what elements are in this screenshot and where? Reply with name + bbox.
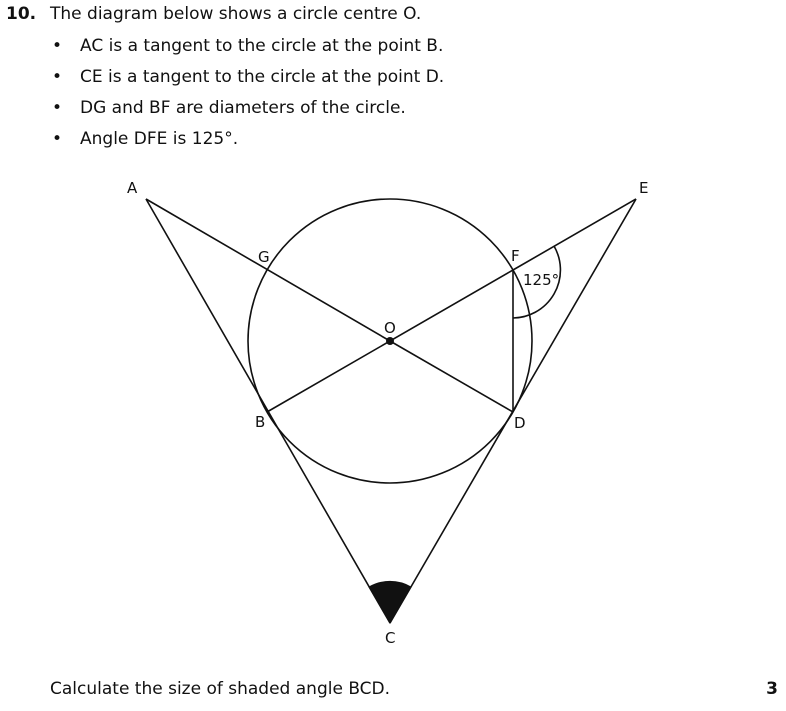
marks-value: 3 (766, 679, 778, 699)
question-task: Calculate the size of shaded angle BCD. (50, 679, 391, 699)
bullet-icon: • (52, 98, 63, 118)
bullet-icon: • (52, 129, 63, 149)
point-label-b: B (255, 413, 266, 431)
bullet-icon: • (52, 36, 63, 56)
line-od (390, 341, 513, 412)
point-label-c: C (385, 629, 396, 647)
point-label-d: D (514, 414, 526, 432)
bullet-text: Angle DFE is 125°. (80, 129, 239, 149)
shaded-angle-bcd (369, 581, 411, 623)
point-label-o: O (384, 319, 396, 337)
point-label-e: E (639, 179, 649, 197)
question-number: 10. (6, 4, 37, 24)
bullet-text: DG and BF are diameters of the circle. (80, 98, 406, 118)
question-intro: The diagram below shows a circle centre O. (50, 4, 422, 24)
bullet-icon: • (52, 67, 63, 87)
point-label-a: A (127, 179, 138, 197)
line-fe (513, 199, 636, 270)
line-ao (146, 199, 390, 341)
point-label-g: G (258, 248, 270, 266)
centre-point (386, 337, 394, 345)
point-label-f: F (511, 247, 520, 265)
bullet-text: CE is a tangent to the circle at the point D. (80, 67, 445, 87)
angle-label-dfe: 125° (523, 271, 560, 289)
bullet-text: AC is a tangent to the circle at the point B. (80, 36, 444, 56)
